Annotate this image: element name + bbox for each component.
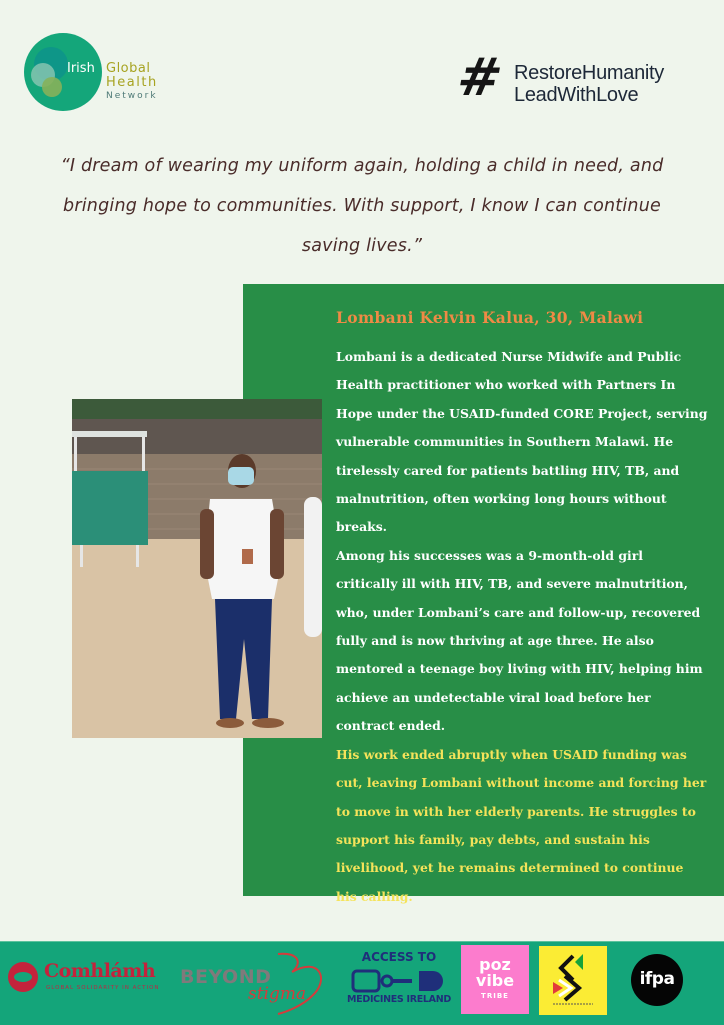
story-body [336, 343, 708, 911]
poz-vibe-tribe-logo [461, 945, 529, 1014]
beyond-word: BEYOND [180, 966, 272, 988]
campaign-hashtag-logo [452, 48, 708, 110]
logo-word-global: Global [106, 61, 151, 76]
story-person-name: Lombani Kelvin Kalua, 30, Malawi [336, 308, 644, 327]
vibe-text: vibe [475, 971, 515, 990]
poz-text: poz [479, 955, 511, 974]
ifpa-logo [631, 954, 683, 1006]
access-to-medicines-ireland-logo [343, 948, 455, 1010]
logo-word-health: Health [106, 75, 158, 90]
story-paragraph: Among his successes was a 9-month-old girl critically ill with HIV, TB, and severe malnutrition, who, under Lombani’s care and follow-up, recovered fully and is now thriving at age three. He also mentored a teenage boy living with HIV, helping him achieve an undetectable viral load before her contract ended. [336, 547, 703, 734]
story-paragraph: Lombani is a dedicated Nurse Midwife and Public Health practitioner who worked with Partners In Hope under the USAID-funded CORE Project, serving vulnerable communities in Southern Malawi. He tirelessly cared for patients battling HIV, TB, and malnutrition, often working long hours without breaks. [336, 349, 708, 535]
story-highlight-paragraph: His work ended abruptly when USAID funding was cut, leaving Lombani without income and forcing her to move in with her elderly parents. He struggles to support his family, pay debts, and sustain his livelihood, yet he remains determined to continue his calling. [336, 746, 707, 904]
beyond-stigma-logo [180, 950, 330, 1016]
portrait-photo-illustration [72, 399, 322, 738]
key-lock-icon [343, 968, 455, 994]
handshake-icon [8, 962, 38, 992]
hashtag-line-2: LeadWithLove [514, 84, 639, 106]
tribe-text: TRIBE [481, 992, 509, 1000]
stigma-word: stigma [248, 984, 307, 1004]
irish-global-health-network-logo [24, 33, 164, 113]
yellow-partner-logo [539, 946, 607, 1015]
ifpa-text: ifpa [639, 969, 675, 989]
comhlamh-logo [8, 958, 164, 998]
chevron-emblem-icon [539, 946, 607, 1015]
pull-quote: “I dream of wearing my uniform again, holding a child in need, and bringing hope to communities. With support, I know I can continue saving lives.” [60, 156, 664, 256]
comhlamh-tagline: GLOBAL SOLIDARITY IN ACTION [46, 985, 160, 991]
hashtag-line-1: RestoreHumanity [514, 62, 665, 84]
atm-subtitle: MEDICINES IRELAND [347, 994, 451, 1005]
logo-word-network: Network [106, 91, 158, 101]
logo-word-irish: Irish [67, 61, 95, 76]
comhlamh-name: Comhlámh [44, 960, 156, 982]
partner-logos-footer [0, 941, 724, 1025]
portrait-photo [72, 399, 322, 738]
atm-title: ACCESS TO [361, 950, 437, 964]
hashtag-icon: # [452, 48, 507, 108]
